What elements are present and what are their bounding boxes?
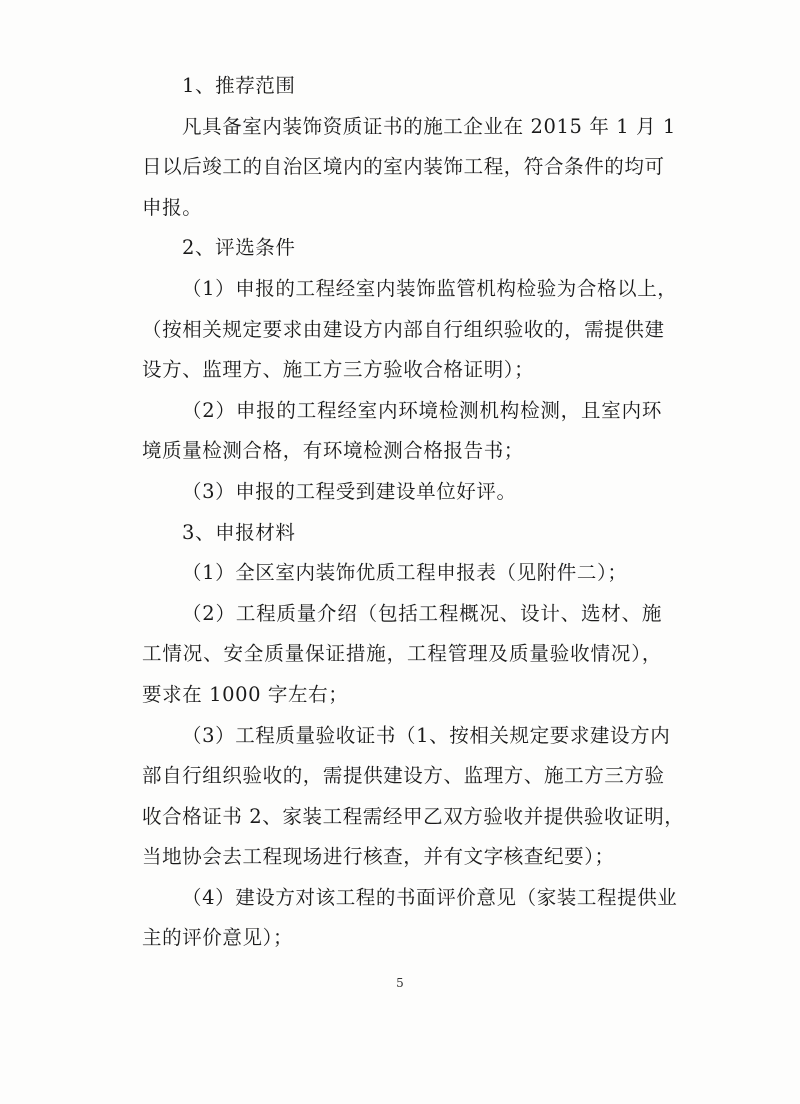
paragraph-line: （1）全区室内装饰优质工程申报表（见附件二）；	[182, 561, 628, 585]
paragraph-line: （3）工程质量验收证书（1、按相关规定要求建设方内	[182, 723, 671, 747]
section-heading-criteria: 2、评选条件	[182, 236, 296, 260]
paragraph-line: 申报。	[142, 195, 203, 219]
paragraph-line: 日以后竣工的自治区境内的室内装饰工程，符合条件的均可	[142, 155, 665, 179]
section-heading-materials: 3、申报材料	[182, 520, 296, 544]
paragraph-line: 设方、监理方、施工方三方验收合格证明）；	[142, 358, 535, 382]
paragraph-line: （2）工程质量介绍（包括工程概况、设计、选材、施	[182, 601, 662, 625]
paragraph-line: （1）申报的工程经室内装饰监管机构检验为合格以上，	[182, 276, 678, 300]
paragraph-line: 要求在 1000 字左右；	[142, 682, 349, 706]
paragraph-line: （按相关规定要求由建设方内部自行组织验收的，需提供建	[142, 317, 665, 341]
paragraph-line: 收合格证书 2、家装工程需经甲乙双方验收并提供验收证明，	[142, 804, 685, 828]
paragraph-line: 境质量检测合格，有环境检测合格报告书；	[142, 439, 524, 463]
paragraph-line: （2）申报的工程经室内环境检测机构检测，且室内环	[182, 398, 662, 422]
paragraph-line: （4）建设方对该工程的书面评价意见（家装工程提供业	[182, 885, 678, 909]
paragraph-line: 工情况、安全质量保证措施，工程管理及质量验收情况），	[142, 642, 662, 666]
page-number: 5	[396, 976, 404, 990]
document-body	[142, 66, 685, 959]
paragraph-line: 主的评价意见）；	[142, 926, 294, 950]
paragraph-line: 部自行组织验收的，需提供建设方、监理方、施工方三方验	[142, 764, 665, 788]
section-heading-scope: 1、推荐范围	[182, 74, 296, 97]
paragraph-line: 凡具备室内装饰资质证书的施工企业在 2015 年 1 月 1	[182, 114, 676, 138]
paragraph-line: 当地协会去工程现场进行核查，并有文字核查纪要）；	[142, 845, 615, 869]
paragraph-line: （3）申报的工程受到建设单位好评。	[182, 479, 517, 503]
